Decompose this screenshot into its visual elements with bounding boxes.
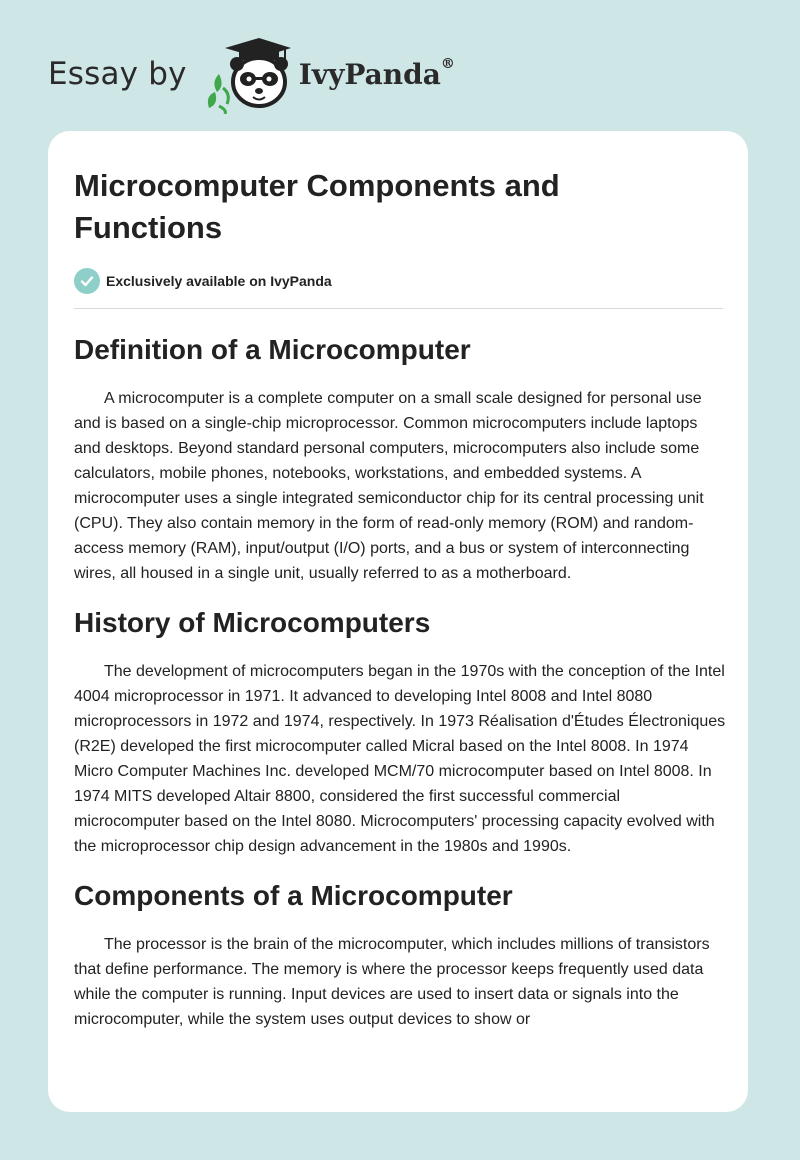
brand-name: IvyPanda® (298, 55, 455, 91)
section-paragraph-components: The processor is the brain of the microcomputer, which includes millions of transistors that define performance. The memory is where the processor keeps frequently used data while the computer is running. Input devices are used to insert data or signals into the microcomputer, while the system uses output devices to show or (74, 936, 710, 1028)
exclusive-badge (74, 267, 722, 295)
section-paragraph-definition: A microcomputer is a complete computer on a small scale designed for personal use and is based on a single-chip microprocessor. Common microcomputers include laptops and desktops. Beyond standard personal computers, microcomputers also include some calculators, mobile phones, notebooks, workstations, and embedded systems. A microcomputer uses a single integrated semiconductor chip for its central processing unit (CPU). They also contain memory in the form of read-only memory (ROM) and random-access memory (RAM), input/output (I/O) ports, and a bus or system of interconnecting wires, all housed in a single unit, usually referred to as a motherboard. (74, 390, 704, 582)
site-header (48, 34, 455, 114)
section-heading-components: Components of a Microcomputer (74, 880, 513, 911)
section-heading-history: History of Microcomputers (74, 607, 431, 638)
divider (74, 308, 723, 309)
ivypanda-logo[interactable] (201, 34, 455, 114)
check-circle-icon (74, 268, 100, 294)
section-paragraph-history: The development of microcomputers began in the 1970s with the conception of the Intel 4004 microprocessor in 1971. It advanced to developing Intel 8008 and Intel 8080 microprocessors in 1972 and 1974, respectively. In 1973 Réalisation d'Études Électroniques (R2E) developed the first microcomputer called Micral based on the Intel 8008. In 1974 Micro Computer Machines Inc. developed MCM/70 microcomputer based on Intel 8008. In 1974 MITS developed Altair 8800, considered the first successful commercial microcomputer based on the Intel 8080. Microcomputers' processing capacity evolved with the microprocessor chip design advancement in the 1980s and 1990s. (74, 663, 726, 855)
exclusive-label: Exclusively available on IvyPanda (106, 273, 332, 289)
section-heading-definition: Definition of a Microcomputer (74, 334, 471, 365)
page-title: Microcomputer Components and Functions (74, 168, 560, 245)
essay-by-label: Essay by (48, 56, 187, 92)
panda-graduate-icon (201, 34, 293, 114)
registered-mark: ® (440, 55, 455, 72)
essay-card (48, 131, 748, 1112)
